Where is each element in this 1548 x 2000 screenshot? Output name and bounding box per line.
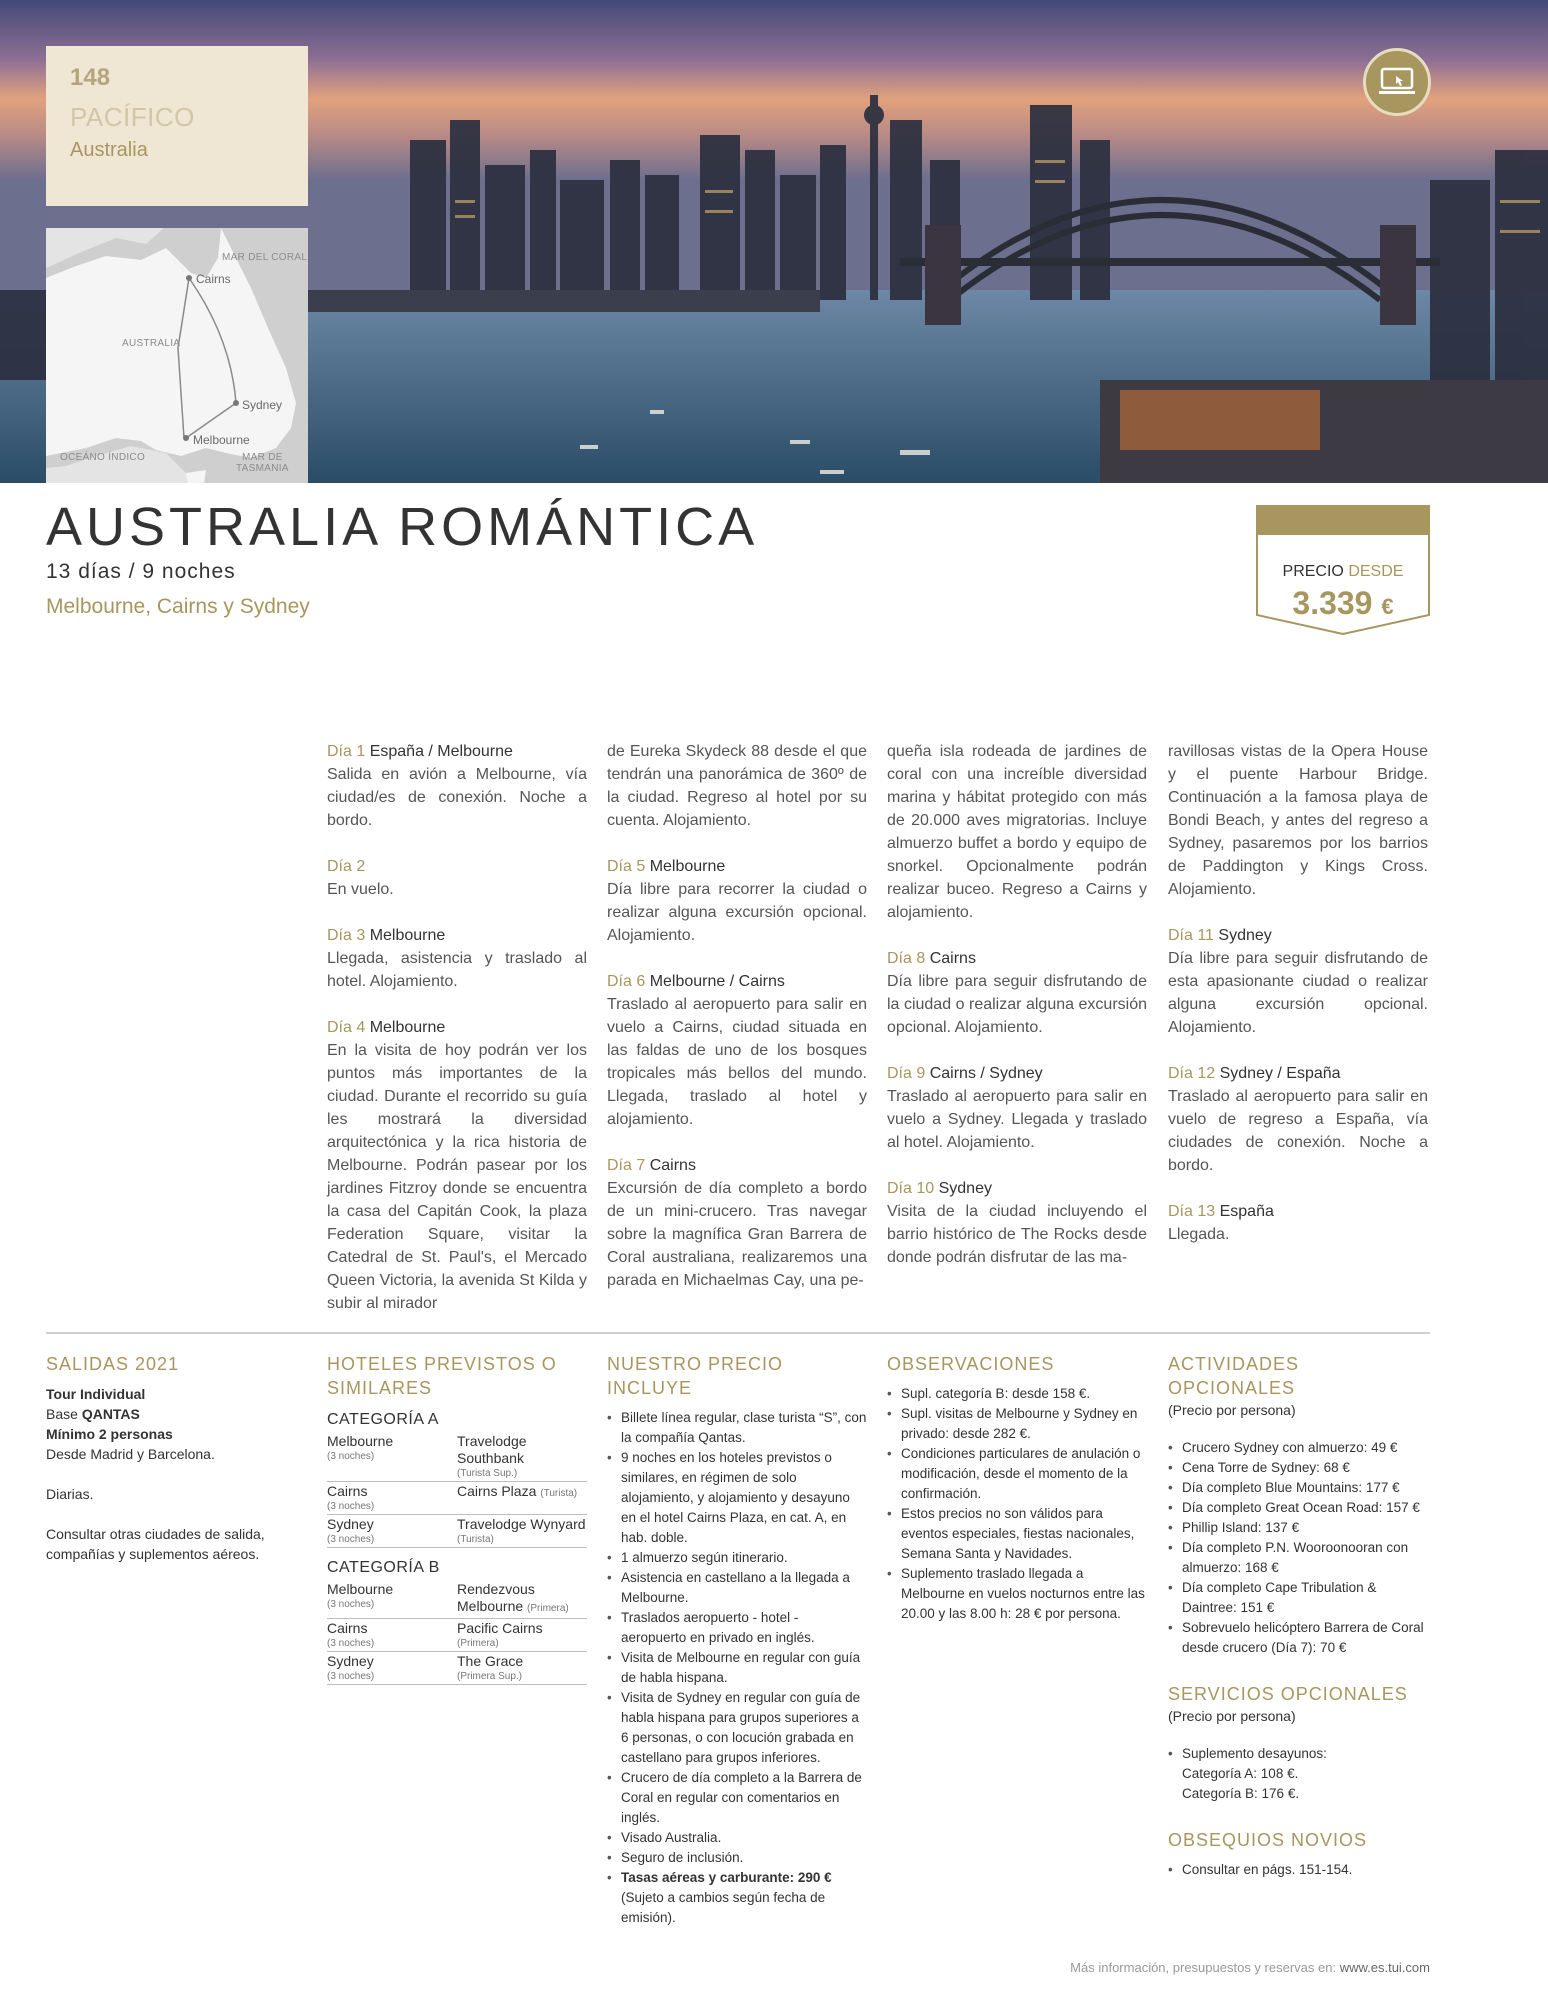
activity-item: • Día completo Great Ocean Road: 157 € [1168,1498,1428,1518]
footer-text: Más información, presupuestos y reservas en: [1070,1960,1340,1975]
day-text: Traslado al aeropuerto para salir en vuelo a Sydney. Llegada y traslado al hotel. Alojamiento. [887,1088,1147,1151]
day-number: Día 8 [887,950,926,967]
optional-activities-heading: ACTIVIDADES OPCIONALES [1168,1354,1300,1398]
hotel-nights: (3 noches) [327,1501,375,1512]
australia-map-illustration [46,228,308,483]
honeymoon-gifts-heading: OBSEQUIOS NOVIOS [1168,1830,1368,1850]
included-item: • Visita de Melbourne en regular con guía de habla hispana. [607,1648,867,1688]
hotels-heading: HOTELES PREVISTOS O SIMILARES [327,1354,557,1398]
departures-minimum: Mínimo 2 personas [46,1426,173,1442]
hotels-category-b: CATEGORÍA B [327,1559,440,1576]
itinerary-day [887,1177,1147,1269]
itinerary-day-continued [1168,740,1428,901]
footer-website-link[interactable]: www.es.tui.com [1339,1960,1430,1975]
hotel-row [327,1482,587,1515]
observation-item: • Supl. visitas de Melbourne y Sydney en privado: desde 282 €. [887,1404,1147,1444]
hotel-row [327,1580,587,1619]
day-number: Día 12 [1168,1065,1216,1082]
map-city-melbourne: Melbourne [193,433,250,447]
honeymoon-gifts-list [1168,1860,1428,1880]
day-number: Día 9 [887,1065,926,1082]
departures-airline-name: QANTAS [81,1406,140,1422]
price-label-text: PRECIO [1282,563,1344,580]
day-text: Traslado al aeropuerto para salir en vuelo de regreso a España, vía ciudades de conexión. Noche a bordo. [1168,1088,1428,1174]
departures-frequency: Diarias. [46,1486,94,1502]
map-label-tasman-1: MAR DE [242,452,283,463]
observation-item: • Estos precios no son válidos para eventos especiales, fiestas nacionales, Semana Santa y Navidades. [887,1504,1147,1564]
observation-item: • Suplemento traslado llegada a Melbourne en vuelos nocturnos entre las 20.00 y las 8.00 h: 28 € por persona. [887,1564,1147,1624]
itinerary-day [887,947,1147,1039]
hotel-city: Sydney [327,1516,374,1532]
itinerary-day [607,1154,867,1292]
included-item-taxes [607,1868,867,1928]
hotel-name: Rendezvous Melbourne [457,1581,535,1614]
computer-icon [1363,48,1431,116]
map-label-coral-sea: MAR DEL CORAL [222,252,308,263]
included-section [607,1352,867,1928]
observation-item: • Supl. categoría B: desde 158 €. [887,1384,1147,1404]
day-text: Día libre para seguir disfrutando de esta apasionante ciudad o realizar alguna excursión opcional. Alojamiento. [1168,950,1428,1036]
day-text: Día libre para recorrer la ciudad o realizar alguna excursión opcional. Alojamiento. [607,881,867,944]
hotel-city: Melbourne [327,1433,394,1449]
map-label-australia: AUSTRALIA [122,338,181,349]
price-badge [1256,505,1430,635]
day-text: Llegada, asistencia y traslado al hotel. Alojamiento. [327,950,587,990]
price-amount [1256,585,1430,622]
day-place: Cairns / Sydney [929,1065,1043,1082]
hotel-category: (Turista) [457,1534,494,1545]
included-item: • 9 noches en los hoteles previstos o similares, en régimen de solo alojamiento, y alojamiento y desayuno en el hotel Cairns Plaza, en cat. A, en hab. doble. [607,1448,867,1548]
hotel-city: Sydney [327,1653,374,1669]
activity-item: • Día completo Cape Tribulation & Daintree: 151 € [1168,1578,1428,1618]
hotel-city: Cairns [327,1620,368,1636]
page-number: 148 [70,64,111,91]
departures-airline [46,1404,306,1424]
observation-item: • Condiciones particulares de anulación o modificación, desde el momento de la confirmación. [887,1444,1147,1504]
day-number: Día 6 [607,973,646,990]
day-number: Día 11 [1168,927,1214,944]
hotel-category: (Primera) [527,1603,569,1614]
included-taxes-note: (Sujeto a cambios según fecha de emisión). [621,1890,826,1925]
day-text: de Eureka Skydeck 88 desde el que tendrán una panorámica de 360º de la ciudad. Regreso al hotel por su cuenta. Alojamiento. [607,743,867,829]
hotel-nights: (3 noches) [327,1671,375,1682]
honeymoon-gift-item: • Consultar en págs. 151-154. [1168,1860,1428,1880]
included-taxes: Tasas aéreas y carburante: 290 € [621,1870,832,1885]
day-text: Salida en avión a Melbourne, vía ciudad/es de conexión. Noche a bordo. [327,766,587,829]
activity-item: • Phillip Island: 137 € [1168,1518,1428,1538]
hotel-name: Cairns Plaza [457,1483,537,1499]
day-text: En la visita de hoy podrán ver los puntos más importantes de la ciudad. Durante el recorrido su guía les mostrará la diversidad arquitectónica y la rica historia de Melbourne. Podrán pasear por los jardines Fitzroy donde se encuentra la casa del Capitán Cook, la plaza Federation Square, visitar la Catedral de St. Paul's, el Mercado Queen Victoria, la avenida St Kilda y subir al mirador [327,1042,587,1312]
day-place: Sydney / España [1219,1065,1341,1082]
departures-section [46,1352,306,1564]
itinerary-day [887,1062,1147,1154]
departures-type: Tour Individual [46,1386,146,1402]
price-label-from: DESDE [1348,563,1404,580]
day-place: Melbourne [649,858,726,875]
activity-item: • Crucero Sydney con almuerzo: 49 € [1168,1438,1428,1458]
day-text: Traslado al aeropuerto para salir en vuelo a Cairns, ciudad situada en las faldas de uno de los bosques tropicales más bellos del mundo. Llegada, traslado al hotel y alojamiento. [607,996,867,1128]
day-number: Día 1 [327,743,366,760]
hotel-name: Pacific Cairns [457,1620,543,1636]
price-amount-value: 3.339 [1292,585,1373,621]
day-place: Sydney [938,1180,992,1197]
observations-heading: OBSERVACIONES [887,1354,1055,1374]
price-currency: € [1381,594,1394,619]
day-place: España / Melbourne [369,743,513,760]
departures-cities: Desde Madrid y Barcelona. [46,1446,215,1462]
included-item: • Billete línea regular, clase turista “S”, con la compañía Qantas. [607,1408,867,1448]
included-list [607,1408,867,1928]
service-item-title: Suplemento desayunos: [1182,1746,1327,1761]
day-place: Melbourne [369,927,446,944]
day-place: Melbourne / Cairns [649,973,785,990]
itinerary-column-3 [887,740,1147,1292]
service-item-cat-a: Categoría A: 108 €. [1182,1766,1299,1781]
day-number: Día 4 [327,1019,366,1036]
itinerary-day [1168,1062,1428,1177]
day-number: Día 5 [607,858,646,875]
included-item: • Traslados aeropuerto - hotel - aeropuerto en privado en inglés. [607,1608,867,1648]
hotel-category: (Primera) [457,1638,499,1649]
day-place: Melbourne [369,1019,446,1036]
itinerary-day [327,1016,587,1315]
page-badge [46,46,308,206]
itinerary-day [327,855,587,901]
included-item: • Asistencia en castellano a la llegada a Melbourne. [607,1568,867,1608]
included-item: • Seguro de inclusión. [607,1848,867,1868]
day-text: En vuelo. [327,881,394,898]
day-text: ravillosas vistas de la Opera House y el puente Harbour Bridge. Continuación a la famosa playa de Bondi Beach, y antes del regreso a Sydney, pasaremos por los barrios de Paddington y Kings Cross. Alojamiento. [1168,743,1428,898]
service-item [1168,1744,1428,1804]
day-number: Día 3 [327,927,366,944]
itinerary-day-continued [607,740,867,832]
activity-item: • Día completo Blue Mountains: 177 € [1168,1478,1428,1498]
map-city-sydney: Sydney [242,398,283,412]
service-item-cat-b: Categoría B: 176 €. [1182,1786,1300,1801]
hotel-category: (Turista) [540,1488,578,1499]
day-place: Cairns [929,950,976,967]
day-number: Día 10 [887,1180,935,1197]
route-map [46,228,308,483]
itinerary-day [327,924,587,993]
included-item: • Visado Australia. [607,1828,867,1848]
hotel-name: Travelodge Southbank [457,1433,527,1466]
hotel-nights: (3 noches) [327,1451,375,1462]
day-number: Día 2 [327,858,366,875]
optional-activities-section [1168,1352,1428,1880]
optional-activities-list [1168,1438,1428,1658]
footer-note [1070,1960,1430,1975]
country-label: Australia [70,139,148,161]
departures-airline-prefix: Base [46,1406,82,1422]
itinerary-column-4 [1168,740,1428,1269]
map-city-cairns: Cairns [196,272,231,286]
observations-section [887,1352,1147,1624]
itinerary-day [1168,1200,1428,1246]
itinerary-day [1168,924,1428,1039]
hotel-row [327,1652,587,1685]
map-label-tasman-2: TASMANIA [236,463,289,474]
itinerary-day [607,970,867,1131]
day-text: Visita de la ciudad incluyendo el barrio histórico de The Rocks desde donde podrán disfrutar de las ma- [887,1203,1147,1266]
day-place: Sydney [1218,927,1272,944]
hotel-name: The Grace [457,1653,524,1669]
price-label [1256,563,1430,581]
day-text: Llegada. [1168,1226,1230,1243]
day-text: queña isla rodeada de jardines de coral con una increíble diversidad marina y hábitat protegido con más de 20.000 aves migratorias. Incluye almuerzo buffet a bordo y equipo de snorkel. Opcionalmente podrán realizar buceo. Regreso a Cairns y alojamiento. [887,743,1147,921]
included-heading: NUESTRO PRECIO INCLUYE [607,1354,784,1398]
activity-item: • Cena Torre de Sydney: 68 € [1168,1458,1428,1478]
trip-duration: 13 días / 9 noches [46,560,236,583]
departures-note: Consultar otras ciudades de salida, compañías y suplementos aéreos. [46,1526,265,1562]
hotel-city: Cairns [327,1483,368,1499]
hotels-category-a: CATEGORÍA A [327,1411,439,1428]
observations-list [887,1384,1147,1624]
optional-services-list [1168,1744,1428,1804]
day-text: Excursión de día completo a bordo de un mini-crucero. Tras navegar sobre la magnífica Gran Barrera de Coral australiana, realizaremos una parada en Michaelmas Cay, una pe- [607,1180,867,1289]
hotel-row [327,1515,587,1548]
day-number: Día 13 [1168,1203,1216,1220]
hotel-row [327,1432,587,1482]
day-text: Día libre para seguir disfrutando de la ciudad o realizar alguna excursión opcional. Alojamiento. [887,973,1147,1036]
departures-heading: SALIDAS 2021 [46,1354,180,1374]
itinerary-day [607,855,867,947]
hotel-row [327,1619,587,1652]
day-place: Cairns [649,1157,696,1174]
included-item: • Crucero de día completo a la Barrera de Coral en regular con comentarios en inglés. [607,1768,867,1828]
hotel-city: Melbourne [327,1581,394,1597]
region-label: PACÍFICO [70,102,195,132]
itinerary-column-2 [607,740,867,1315]
activity-item: • Sobrevuelo helicóptero Barrera de Coral desde crucero (Día 7): 70 € [1168,1618,1428,1658]
trip-route: Melbourne, Cairns y Sydney [46,595,310,618]
hotel-nights: (3 noches) [327,1638,375,1649]
optional-services-heading: SERVICIOS OPCIONALES [1168,1684,1408,1704]
itinerary-column-1 [327,740,587,1338]
section-divider [46,1332,1430,1334]
hotel-nights: (3 noches) [327,1534,375,1545]
day-number: Día 7 [607,1157,646,1174]
day-place: España [1219,1203,1274,1220]
included-item: • 1 almuerzo según itinerario. [607,1548,867,1568]
hotel-name: Travelodge Wynyard [457,1516,586,1532]
hotel-category: (Primera Sup.) [457,1671,523,1682]
optional-services-sub: (Precio por persona) [1168,1708,1296,1724]
hotel-category: (Turista Sup.) [457,1468,518,1479]
hotel-nights: (3 noches) [327,1599,375,1610]
map-label-indian-ocean: OCEÁNO ÍNDICO [60,452,146,463]
optional-activities-sub: (Precio por persona) [1168,1402,1296,1418]
activity-item: • Día completo P.N. Wooroonooran con almuerzo: 168 € [1168,1538,1428,1578]
included-item: • Visita de Sydney en regular con guía de habla hispana para grupos superiores a 6 personas, o con locución grabada en castellano para grupos inferiores. [607,1688,867,1768]
itinerary-day [327,740,587,832]
hotels-section [327,1352,587,1685]
page-title: AUSTRALIA ROMÁNTICA [46,497,759,557]
itinerary-day-continued [887,740,1147,924]
